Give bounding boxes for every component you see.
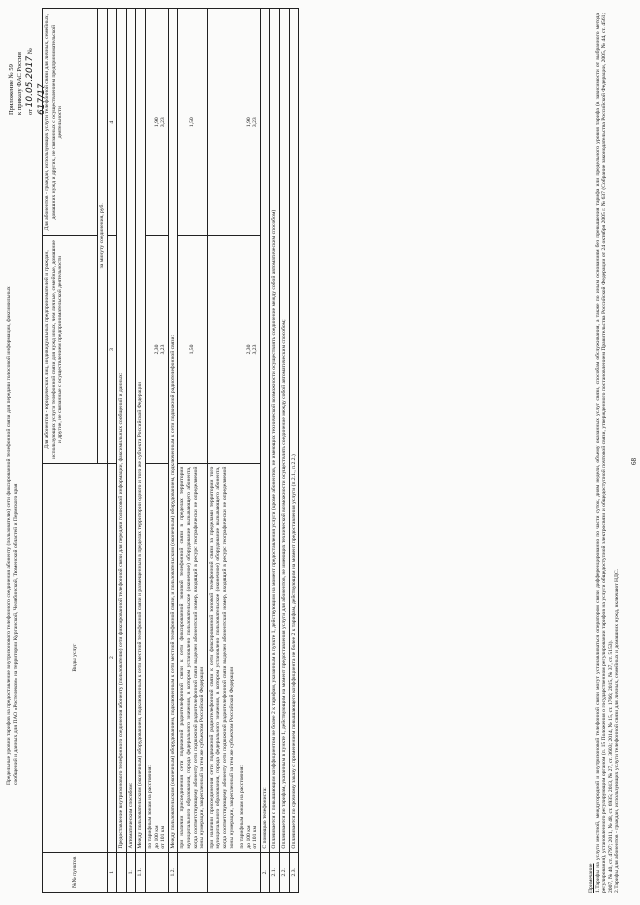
table-row bbox=[136, 9, 146, 893]
title-text: Предельные уровни тарифов на предоставление внутризонового телефонного соединения абоненту (пользователю) сети фиксированной телефонной связи для передачи голосовой информации, факсимильных сообщений и данных для ПАО «Ростелеком» на территории Курганской, Челябинской, Тюменской областей и Пермского края bbox=[6, 286, 19, 785]
tariff-value: 1,50 bbox=[178, 236, 207, 463]
row-label: при наличии присоединения сети подвижной радиотелефонной связи к сети фиксированной зоновой телефонной связи за пределами территории того муниципального образования, города федерального значения, в котором установлено пользовательское (оконечное) оборудование вызывающего абонента, когда соответствующему абоненту сети подвижной радиотелефонной связи выделен абонентский номер, входящий в ресурс географически не определяемой зоны нумерации, закрепленный за тем же субъектом Российской Федерации bbox=[208, 466, 235, 849]
annex-date-prefix: от bbox=[26, 108, 34, 115]
table-header-row bbox=[43, 9, 98, 893]
row-number: 2. bbox=[260, 852, 270, 892]
row-number: 2.3. bbox=[289, 852, 299, 892]
header-citizens: Для абонентов - граждан, использующих услуги телефонной связи для личных, семейных, домашних нужд и других, не связанных с осуществлением предпринимательской деятельности bbox=[43, 9, 98, 236]
header-legal-entities: Для абонентов - юридических лиц, индивидуальных предпринимателей и граждан, использующих услуги телефонной связи для нужд иных, чем личные, семейные, домашние и другие, не связанные с осуществлением предпринимательской деятельности bbox=[43, 236, 98, 463]
table-row bbox=[280, 9, 290, 893]
row-label: при наличии присоединения сети подвижной радиотелефонной связи к сети фиксированной зоновой телефонной связи в пределах территории муниципального образования, города федерального значения, в котором установлено пользовательское (оконечное) оборудование вызывающего абонента, когда соответствующему абоненту сети подвижной радиотелефонной связи выделен абонентский номер, входящий в ресурс географически не определяемой зоны нумерации, закрепленный за тем же субъектом Российской Федерации bbox=[178, 463, 207, 852]
tariff-value: 3,23 bbox=[252, 344, 259, 355]
tariff-value: 2,30 bbox=[153, 344, 160, 355]
notes-section bbox=[588, 13, 621, 893]
note-1: 1.Тарифы на услуги местной, междугородной и внутризоновой телефонной связи могут устанавливаться оператором связи дифференцированно по части суток, дням недели, объему оказанных услуг связи, способам обслуживания, а также по иным основаниям без превышения тарифа или предельного уровня тарифа (в зависимости от выбранного метода регулирования), установленного регулирующим органом (п. 15 Положения о государственном регулировании тарифов на услуги общедоступной электросвязи и общедоступной почтовой связи, утвержденного постановлением Правительства Российской Федерации от 24 октября 2005 г. № 637 (Собрание законодательства Российской Федерации, 2005, № 44, ст. 4561; 2007, № 40, ст. 4797; 2011, № 48, ст. 6935; 2013, № 27, ст. 3603; 2014, № 15, ст. 1766; 2015, № 37, ст. 5153). bbox=[594, 13, 614, 893]
table-row bbox=[270, 9, 280, 893]
tariff-value: 1,90 bbox=[153, 117, 160, 128]
document-title bbox=[6, 285, 19, 785]
row-label: С помощью телефониста: bbox=[260, 9, 270, 853]
table-row bbox=[289, 9, 299, 893]
notes-heading: Примечание bbox=[588, 863, 594, 893]
row-number: 2.1. bbox=[270, 852, 280, 892]
annex-line-1: Приложение № 59 bbox=[8, 64, 15, 115]
page-number: 68 bbox=[630, 458, 638, 465]
note-2: 2.Тарифы для абонентов - граждан, использующих услуги телефонной связи для личных, семейных и домашних нужд, включают НДС. bbox=[614, 568, 621, 893]
row-label: Оплачивается по тарифам, указанным в пункте 1, действующим на момент предоставления услуги для абонентов, не имеющих технической возможности осуществлять соединение между собой автоматическим способом; bbox=[280, 9, 290, 853]
tariff-value: 3,23 bbox=[160, 344, 167, 355]
row-label: Оплачивается с повышающим коэффициентом не более 2 к тарифам, указанным в пункте 1, действующим на момент предоставления услуги (кроме абонентов, не имеющих технической возможности осуществлять соединение между собой автоматическим способом) bbox=[270, 9, 280, 853]
col-number-1: 1 bbox=[107, 852, 117, 892]
tariff-table bbox=[42, 8, 299, 893]
table-row bbox=[126, 9, 136, 893]
table-row bbox=[168, 9, 178, 893]
col-number-3: 3 bbox=[107, 236, 117, 463]
row-distance: от 101 км bbox=[252, 825, 259, 849]
row-label: Между пользовательским (оконечным) оборудованием, подключенным к сети местной телефонной связи, и пользовательским (оконечным) оборудованием, подключенным к сети подвижной радиотелефонной связи: bbox=[168, 9, 178, 853]
table-column-numbers bbox=[107, 9, 117, 893]
row-number: 1.1. bbox=[136, 852, 146, 892]
table-row bbox=[207, 9, 260, 893]
row-label: Оплачивается по срочному заказу с применением повышающего коэффициента не более 2 к тарифам, действующим на момент предоставления услуги (п.2.1., п.2.2.) bbox=[289, 9, 299, 853]
tariff-value: 2,30 bbox=[245, 344, 252, 355]
annex-date: 10.05.2017 bbox=[24, 55, 35, 108]
table-row bbox=[260, 9, 270, 893]
row-distance: от 101 км bbox=[160, 825, 167, 849]
row-label: Между пользовательским (оконечным) оборудованием, подключенным к сети местной телефонной связи и размещенным в пределах территории одного и того же субъекта Российской Федерации bbox=[136, 9, 146, 853]
row-intro: Предоставление внутризонового телефонного соединения абоненту (пользователю) сети фиксированной телефонной связи для передачи голосовой информации, факсимильных сообщений и данных: bbox=[117, 9, 127, 853]
header-unit: за минуту соединения, руб. bbox=[98, 9, 108, 464]
annex-line-2: к приказу ФАС России bbox=[16, 52, 24, 115]
row-number: 1.2. bbox=[168, 852, 178, 892]
header-item-number: №№ пунктов bbox=[43, 852, 108, 892]
row-distance: до 100 км bbox=[153, 825, 160, 849]
row-sublabel: по тарифным зонам на расстояния: bbox=[239, 765, 246, 849]
row-sublabel: по тарифным зонам на расстояния: bbox=[146, 765, 153, 849]
col-number-4: 4 bbox=[107, 9, 117, 236]
row-label: Автоматическим способом: bbox=[126, 9, 136, 853]
tariff-value: 3,23 bbox=[160, 117, 167, 128]
table-row bbox=[145, 9, 168, 893]
tariff-value: 3,23 bbox=[252, 117, 259, 128]
tariff-value: 1,50 bbox=[178, 9, 207, 236]
annex-number: 617/17 bbox=[36, 83, 47, 115]
row-number: 2.2. bbox=[280, 852, 290, 892]
row-distance: до 100 км bbox=[245, 825, 252, 849]
table-row bbox=[117, 9, 127, 893]
row-number: 1. bbox=[126, 852, 136, 892]
tariff-value: 1,90 bbox=[245, 117, 252, 128]
table-row bbox=[178, 9, 207, 893]
col-number-2: 2 bbox=[107, 463, 117, 852]
header-service-type: Виды услуг bbox=[43, 463, 108, 852]
annex-number-prefix: № bbox=[26, 48, 34, 55]
